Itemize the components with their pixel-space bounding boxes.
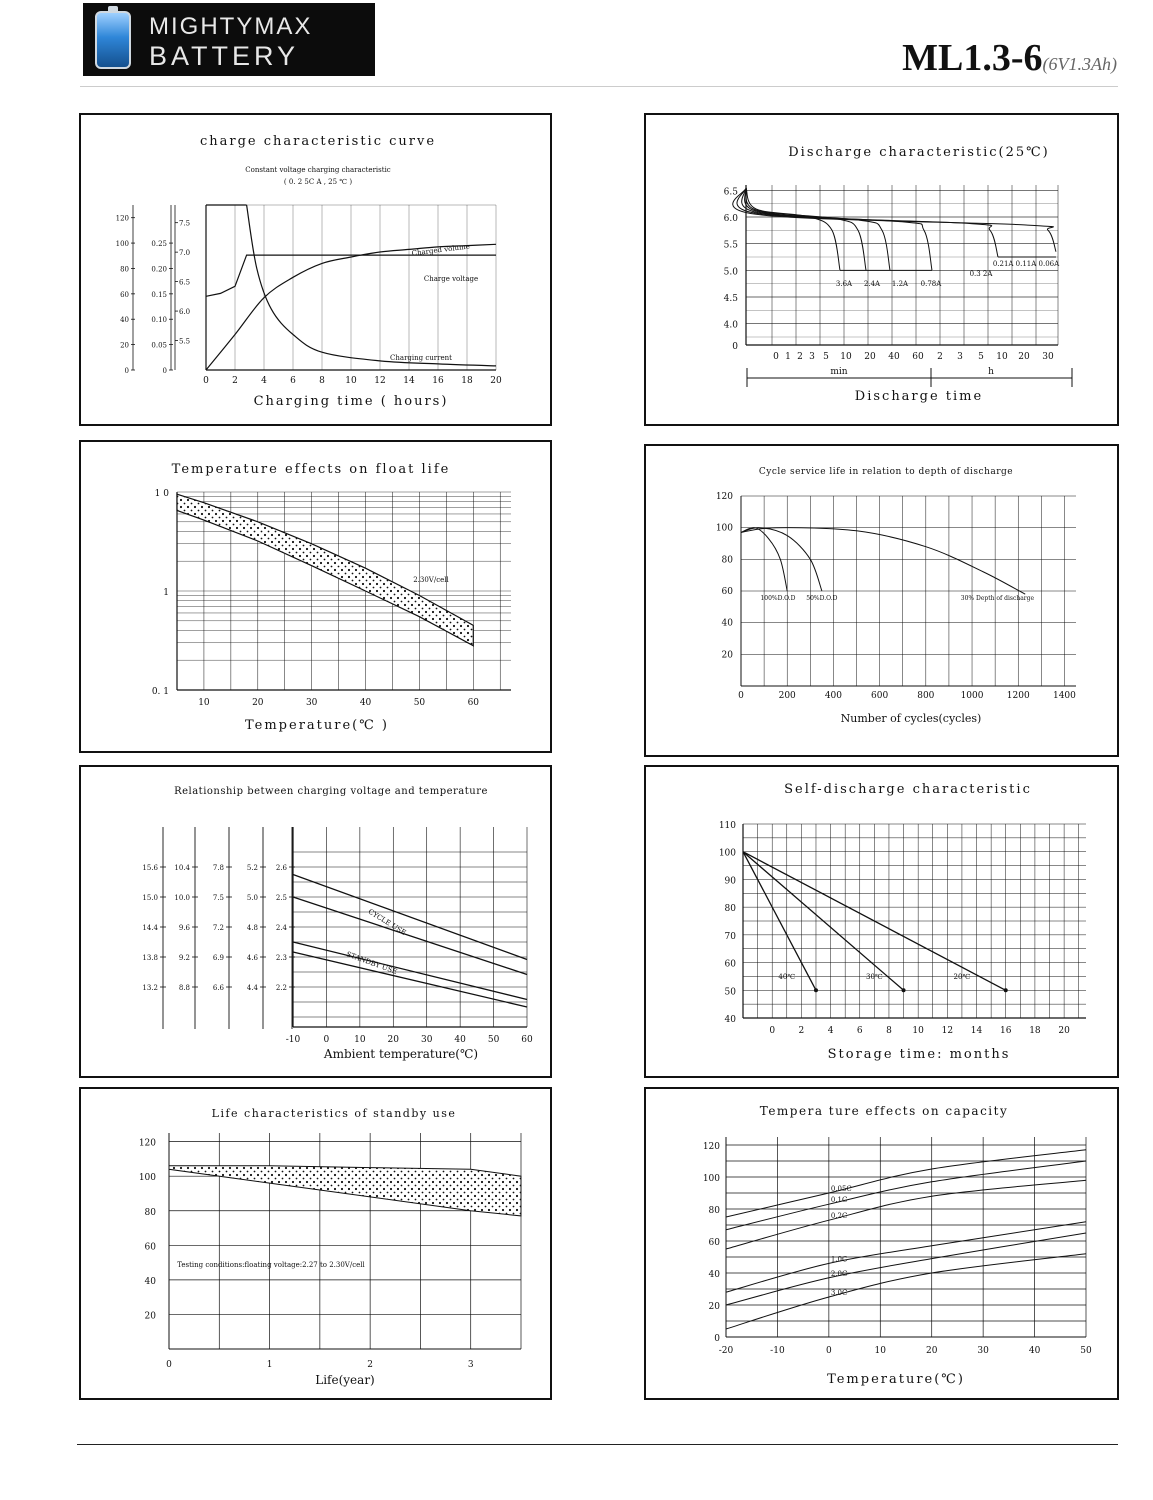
x-tick-label: 10	[996, 352, 1008, 362]
y-tick-label: 1 0	[154, 489, 169, 499]
x-tick-label: 18	[461, 376, 473, 386]
x-tick-label: 50	[413, 698, 426, 708]
x-tick-label: 10	[198, 698, 210, 708]
x-tick-label: 20	[925, 1346, 938, 1356]
x-tick-label: 4	[261, 376, 267, 386]
y-tick-label: 9.6	[178, 924, 190, 932]
y-tick-label: 40	[120, 316, 129, 325]
x-tick-label: 1	[266, 1360, 273, 1370]
x-tick-label: 40	[888, 352, 900, 362]
x-tick-label: 30	[1042, 352, 1054, 362]
logo-line2: BATTERY	[149, 41, 300, 71]
y-tick-label: 10.4	[174, 864, 190, 872]
y-tick-label: 5.2	[246, 864, 258, 872]
y-tick-label: 0.05	[151, 341, 167, 350]
series-label: 50%D.O.D	[806, 595, 838, 603]
cycle-chart	[646, 446, 1121, 759]
x-tick-label: 200	[778, 691, 796, 701]
x-axis-label: Charging time ( hours)	[253, 394, 449, 409]
series-end-point	[1004, 988, 1008, 992]
x-tick-label: 20	[490, 376, 502, 386]
x-tick-label: 60	[521, 1035, 533, 1045]
x-tick-label: 10	[874, 1346, 887, 1356]
series-label: 0.1C	[830, 1196, 848, 1205]
y-tick-label: 5.0	[723, 267, 738, 278]
y-tick-label: 2.5	[275, 894, 287, 902]
x-tick-label: 10	[354, 1035, 366, 1045]
y-tick-label: 40	[708, 1270, 720, 1280]
x-tick-label: 0	[773, 352, 779, 362]
x-tick-label: 600	[871, 691, 889, 701]
x-tick-label: 40	[454, 1035, 466, 1045]
x-tick-label: 40	[1028, 1346, 1041, 1356]
x-tick-label: 0	[323, 1035, 330, 1045]
y-tick-label: 0	[714, 1334, 720, 1344]
series-label: 0.05C	[830, 1185, 852, 1193]
panel-discharge	[644, 113, 1119, 426]
x-tick-label: 20	[864, 352, 876, 362]
y-tick-label: 4.5	[723, 294, 738, 304]
chart-title: Self-discharge characteristic	[784, 782, 1032, 797]
y-tick-label: 0	[124, 367, 129, 375]
y-tick-label: 120	[702, 1142, 720, 1152]
x-tick-label: 10	[345, 376, 357, 386]
x-tick-label: 800	[917, 691, 935, 701]
y-tick-label: 15.6	[142, 864, 158, 872]
y-tick-label: 2.2	[275, 984, 287, 992]
y-tick-label: 7.5	[212, 894, 224, 902]
y-tick-label: 15.0	[142, 894, 158, 902]
y-tick-label: 7.0	[179, 249, 191, 258]
x-tick-label: 2	[798, 1026, 805, 1036]
series-discharge-curve	[746, 188, 840, 271]
x-tick-label: 50	[487, 1035, 500, 1045]
model-title	[902, 36, 1117, 80]
y-tick-label: 60	[144, 1242, 156, 1253]
annotation-label: Testing conditions:floating voltage:2.27 to 2.30V/cell	[177, 1261, 365, 1269]
series-capacity-2	[726, 1180, 1086, 1249]
x-tick-label: 20	[387, 1035, 400, 1045]
y-tick-label: 120	[115, 214, 129, 223]
y-tick-label: 14.4	[142, 924, 158, 932]
y-tick-label: 2.6	[275, 864, 287, 872]
selfdis-chart	[646, 767, 1121, 1080]
x-tick-label: 40	[359, 698, 372, 708]
y-tick-label: 60	[721, 587, 733, 597]
x-tick-label: 5	[823, 352, 829, 362]
y-tick-label: 0.10	[151, 316, 167, 325]
x-tick-label: 2	[797, 352, 803, 362]
y-tick-label: 100	[702, 1174, 720, 1184]
y-tick-label: 60	[120, 290, 129, 299]
y-tick-label: 2.4	[275, 924, 287, 932]
x-tick-label: 60	[467, 698, 480, 708]
y-tick-label: 40	[721, 618, 733, 629]
annotation-label: 2.30V/cell	[413, 576, 449, 584]
x-tick-label: 3	[467, 1360, 474, 1370]
series-label: 1.0C	[830, 1255, 848, 1264]
x-tick-label: 6	[290, 376, 296, 386]
x-axis-label: Number of cycles(cycles)	[840, 712, 982, 725]
x-axis-label: Temperature(℃)	[827, 1372, 965, 1387]
x-tick-label: -20	[718, 1346, 734, 1356]
tempcap-chart	[646, 1089, 1121, 1402]
chart-title: Life characteristics of standby use	[211, 1107, 457, 1120]
y-tick-label: 5.5	[723, 240, 738, 251]
y-tick-label: 120	[138, 1138, 156, 1149]
series-label: Charge voltage	[423, 275, 479, 283]
x-tick-label: 0	[738, 691, 744, 701]
model-spec: (6V1.3Ah)	[1042, 54, 1117, 74]
x-tick-label: 20	[1058, 1026, 1070, 1036]
y-tick-label: 13.8	[142, 954, 158, 962]
y-tick-label: 100	[138, 1173, 156, 1184]
series-capacity-0	[726, 1150, 1086, 1217]
chart-title: Discharge characteristic(25℃)	[788, 145, 1050, 160]
charge-chart	[81, 115, 554, 428]
y-tick-label: 0.15	[151, 290, 167, 299]
y-tick-label: 80	[724, 904, 736, 915]
x-tick-label: 0	[825, 1346, 832, 1356]
x-axis-label: Discharge time	[854, 389, 984, 404]
y-tick-label: 20	[144, 1311, 156, 1322]
y-tick-label: 0.20	[151, 265, 167, 274]
series-label: 20℃	[953, 973, 971, 982]
x-tick-label: 16	[999, 1026, 1012, 1036]
y-tick-label: 7.2	[212, 924, 224, 932]
y-tick-label: 10.0	[174, 894, 190, 902]
chart-title: charge characteristic curve	[199, 134, 437, 149]
y-tick-label: 13.2	[142, 984, 158, 992]
x-group-label: h	[988, 367, 994, 377]
series-voltage-line-1	[293, 897, 527, 975]
chart-subtitle: ( 0. 2 5C A , 25 ℃ )	[283, 178, 353, 186]
x-tick-label: 1200	[1006, 691, 1030, 701]
y-tick-label: 0	[732, 342, 738, 352]
series-voltage-line-2	[293, 942, 527, 1000]
series-capacity-5	[726, 1254, 1086, 1329]
y-tick-label: 6.0	[179, 308, 191, 317]
x-tick-label: 60	[912, 352, 924, 362]
chargevolt-chart	[81, 767, 554, 1080]
y-tick-label: 110	[718, 821, 736, 831]
series-label: 3.0C	[830, 1289, 848, 1297]
x-tick-label: 12	[374, 376, 386, 386]
x-tick-label: 1000	[960, 691, 984, 701]
discharge-chart	[646, 115, 1121, 428]
y-tick-label: 0.25	[151, 240, 167, 249]
series-label: 0.21A 0.11A 0.06A	[992, 260, 1060, 268]
panel-tempcap	[644, 1087, 1119, 1400]
series-label: Charging current	[390, 354, 452, 362]
series-end-point	[814, 988, 818, 992]
standby-life-band	[169, 1166, 521, 1216]
x-tick-label: 2	[232, 376, 238, 386]
y-tick-label: 90	[724, 876, 736, 887]
x-axis-label: Storage time: months	[827, 1047, 1011, 1062]
series-label: 3.6A	[835, 280, 853, 288]
series-label: 1.2A	[891, 280, 909, 288]
x-tick-label: 14	[403, 376, 415, 386]
y-tick-label: 5.5	[179, 337, 191, 346]
chart-title: Temperature effects on float life	[171, 462, 451, 477]
series-cycle-line-2	[741, 528, 1025, 595]
panel-chargevolt	[79, 765, 552, 1078]
y-tick-label: 6.5	[179, 278, 191, 287]
y-tick-label: 20	[721, 650, 733, 661]
y-tick-label: 9.2	[178, 954, 190, 962]
y-tick-label: 2.3	[275, 954, 287, 962]
header-divider	[80, 86, 1118, 87]
y-tick-label: 40	[144, 1276, 156, 1287]
series-end-point	[902, 988, 906, 992]
x-tick-label: 2	[937, 352, 943, 362]
x-tick-label: 0	[769, 1026, 776, 1036]
x-group-label: min	[830, 367, 848, 377]
x-tick-label: -10	[285, 1035, 301, 1045]
x-tick-label: 30	[977, 1346, 989, 1356]
series-label: 100%D.O.D	[760, 595, 796, 603]
y-tick-label: 6.9	[212, 954, 224, 962]
battery-icon	[95, 11, 131, 69]
x-tick-label: 30	[420, 1035, 433, 1045]
x-tick-label: 10	[912, 1026, 924, 1036]
series-voltage-line-0	[293, 875, 527, 960]
y-tick-label: 100	[718, 848, 736, 859]
x-tick-label: 0	[203, 376, 209, 386]
x-tick-label: 30	[305, 698, 318, 708]
y-tick-label: 20	[708, 1302, 720, 1312]
y-tick-label: 1	[163, 588, 169, 598]
x-axis-label: Temperature(℃ )	[245, 718, 389, 733]
y-tick-label: 40	[724, 1015, 736, 1025]
x-tick-label: 10	[840, 352, 852, 362]
series-label: STANDBY USE	[345, 950, 399, 977]
x-tick-label: -10	[770, 1346, 785, 1356]
y-tick-label: 60	[708, 1238, 720, 1248]
x-tick-label: 4	[827, 1026, 834, 1036]
logo-line1: MIGHTYMAX	[149, 13, 313, 40]
x-tick-label: 18	[1029, 1026, 1041, 1036]
series-discharge-curve	[733, 188, 1056, 252]
y-tick-label: 7.5	[179, 219, 191, 228]
footer-divider	[77, 1444, 1118, 1445]
y-tick-label: 80	[120, 265, 129, 274]
x-tick-label: 50	[1080, 1346, 1092, 1356]
x-tick-label: 400	[824, 691, 843, 701]
y-tick-label: 7.8	[212, 864, 224, 872]
standby-chart	[81, 1089, 554, 1402]
x-tick-label: 16	[432, 376, 444, 386]
y-tick-label: 0. 1	[151, 687, 169, 697]
y-tick-label: 20	[120, 341, 129, 350]
series-discharge-curve	[742, 188, 932, 271]
series-voltage-line-3	[293, 952, 527, 1007]
panel-selfdis	[644, 765, 1119, 1078]
chart-title: Tempera ture effects on capacity	[759, 1104, 1009, 1118]
series-label: 2.0C	[830, 1269, 848, 1278]
panel-floatlife	[79, 440, 552, 753]
series-label: 2.4A	[863, 280, 881, 288]
panel-cycle	[644, 444, 1119, 757]
y-tick-label: 70	[724, 931, 736, 942]
series-label: 30℃	[865, 973, 883, 982]
y-tick-label: 0	[162, 367, 167, 375]
y-tick-label: 100	[115, 240, 129, 249]
y-tick-label: 4.0	[723, 320, 738, 331]
series-charging-current	[247, 205, 496, 366]
series-label: 40℃	[778, 973, 796, 982]
series-label: 0.3 2A	[969, 270, 993, 278]
series-capacity-1	[726, 1161, 1086, 1230]
y-tick-label: 80	[144, 1207, 156, 1218]
x-tick-label: 1	[785, 352, 791, 362]
x-tick-label: 3	[957, 352, 963, 362]
chart-subtitle: Constant voltage charging characteristic	[245, 166, 391, 174]
y-tick-label: 100	[715, 523, 733, 534]
y-tick-label: 8.8	[178, 984, 190, 992]
y-tick-label: 120	[715, 492, 733, 502]
x-tick-label: 6	[856, 1026, 863, 1036]
x-axis-label: Ambient temperature(℃)	[323, 1047, 479, 1061]
y-tick-label: 4.6	[246, 954, 258, 962]
series-label: 0.78A	[920, 280, 942, 288]
x-tick-label: 0	[166, 1360, 172, 1370]
x-axis-label: Life(year)	[315, 1373, 375, 1387]
x-tick-label: 8	[886, 1026, 892, 1036]
y-tick-label: 6.5	[723, 187, 738, 198]
series-discharge-curve	[746, 188, 866, 271]
x-tick-label: 2	[367, 1360, 374, 1370]
x-tick-label: 5	[978, 352, 984, 362]
y-tick-label: 50	[724, 987, 736, 998]
x-tick-label: 3	[809, 352, 815, 362]
x-tick-label: 20	[1018, 352, 1030, 362]
x-tick-label: 20	[252, 698, 264, 708]
y-tick-label: 80	[708, 1206, 720, 1216]
model-name: ML1.3-6	[902, 37, 1043, 79]
y-tick-label: 60	[724, 959, 736, 970]
series-label: 30% Depth of discharge	[960, 595, 1035, 603]
panel-standby	[79, 1087, 552, 1400]
panel-charge	[79, 113, 552, 426]
float-life-band	[177, 494, 473, 646]
x-tick-label: 12	[941, 1026, 954, 1036]
y-tick-label: 5.0	[246, 894, 258, 902]
chart-title: Cycle service life in relation to depth of discharge	[758, 467, 1014, 477]
y-tick-label: 4.4	[246, 984, 258, 992]
series-label: CYCLE USE	[366, 907, 408, 938]
x-tick-label: 8	[319, 376, 325, 386]
brand-logo	[83, 3, 375, 76]
series-label: Charged volume	[411, 242, 471, 258]
y-tick-label: 6.6	[212, 984, 224, 992]
y-tick-label: 6.0	[723, 214, 738, 224]
chart-title: Relationship between charging voltage and temperature	[174, 786, 488, 797]
x-tick-label: 1400	[1052, 691, 1076, 701]
y-tick-label: 80	[721, 555, 733, 566]
x-tick-label: 14	[970, 1026, 983, 1036]
y-tick-label: 4.8	[246, 924, 258, 932]
series-capacity-4	[726, 1233, 1086, 1305]
series-label: 0.2C	[830, 1212, 848, 1221]
floatlife-chart	[81, 442, 554, 755]
